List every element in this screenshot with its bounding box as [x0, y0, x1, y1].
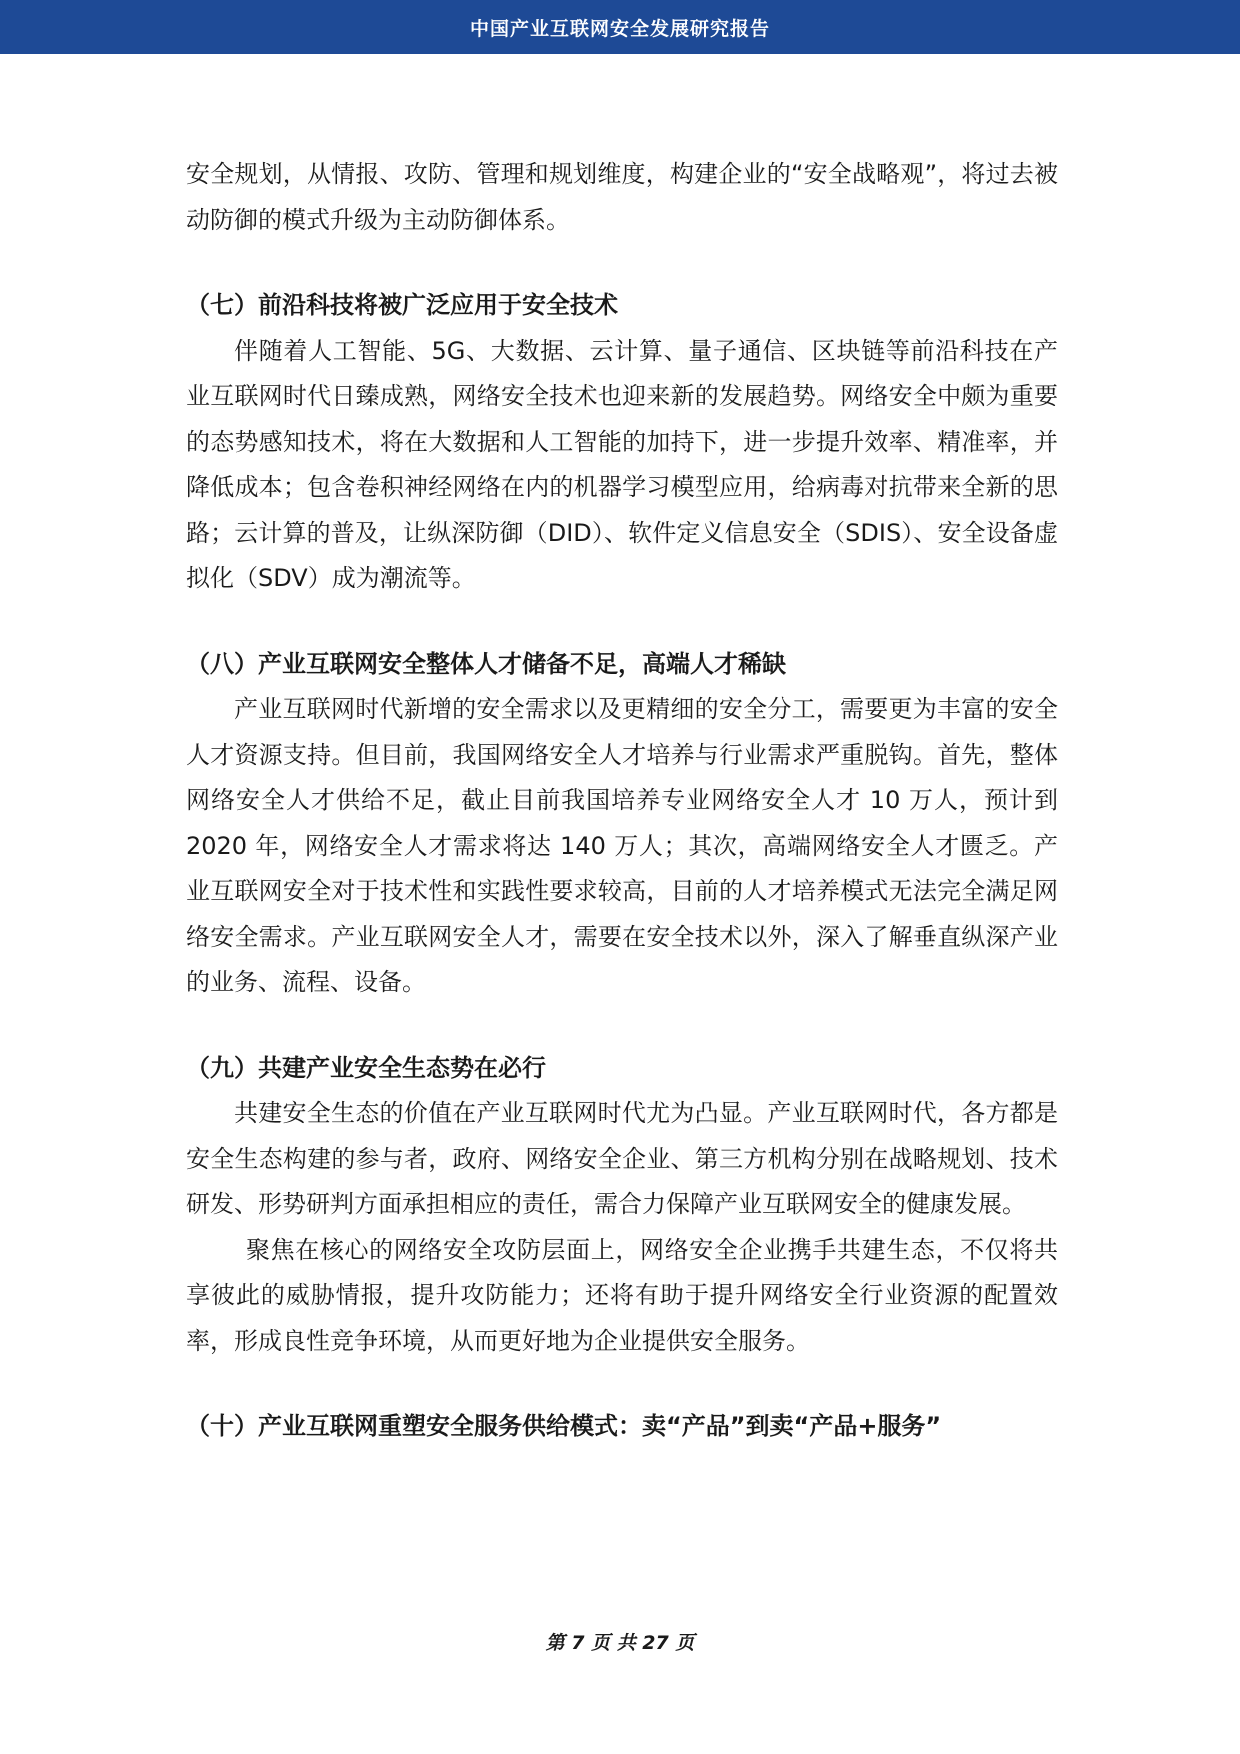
paragraph: 伴随着人工智能、5G、大数据、云计算、量子通信、区块链等前沿科技在产业互联网时代日臻成熟，网络安全技术也迎来新的发展趋势。网络安全中颇为重要的态势感知技术，将在大数据和人工智能的加持下，进一步提升效率、精准率，并降低成本；包含卷积神经网络在内的机器学习模型应用，给病毒对抗带来全新的思路；云计算的普及，让纵深防御（DID）、软件定义信息安全（SDIS）、安全设备虚拟化（SDV）成为潮流等。 [186, 336, 1058, 592]
page-number: 第 7 页 共 27 页 [545, 1632, 695, 1654]
document-body [186, 152, 1058, 1450]
paragraph: 聚焦在核心的网络安全攻防层面上，网络安全企业携手共建生态，不仅将共享彼此的威胁情报，提升攻防能力；还将有助于提升网络安全行业资源的配置效率，形成良性竞争环境，从而更好地为企业提供安全服务。 [186, 1235, 1058, 1355]
section-heading: （八）产业互联网安全整体人才储备不足，高端人才稀缺 [186, 649, 786, 678]
section-heading: （九）共建产业安全生态势在必行 [186, 1053, 546, 1082]
document-title: 中国产业互联网安全发展研究报告 [469, 17, 770, 40]
header-bar [0, 0, 1240, 54]
paragraph: 安全规划，从情报、攻防、管理和规划维度，构建企业的“安全战略观”，将过去被动防御的模式升级为主动防御体系。 [186, 160, 1058, 234]
paragraph: 产业互联网时代新增的安全需求以及更精细的安全分工，需要更为丰富的安全人才资源支持。但目前，我国网络安全人才培养与行业需求严重脱钩。首先，整体网络安全人才供给不足，截止目前我国培养专业网络安全人才 10 万人，预计到 2020 年，网络安全人才需求将达 140 万人；其次，高端网络安全人才匮乏。产业互联网安全对于技术性和实践性要求较高，目前的人才培养模式无法完全满足网络安全需求。产业互联网安全人才，需要在安全技术以外，深入了解垂直纵深产业的业务、流程、设备。 [186, 695, 1058, 996]
paragraph: 共建安全生态的价值在产业互联网时代尤为凸显。产业互联网时代，各方都是安全生态构建的参与者，政府、网络安全企业、第三方机构分别在战略规划、技术研发、形势研判方面承担相应的责任，需合力保障产业互联网安全的健康发展。 [186, 1099, 1058, 1218]
section-heading: （十）产业互联网重塑安全服务供给模式：卖“产品”到卖“产品+服务” [186, 1412, 942, 1440]
section-heading: （七）前沿科技将被广泛应用于安全技术 [186, 291, 618, 319]
